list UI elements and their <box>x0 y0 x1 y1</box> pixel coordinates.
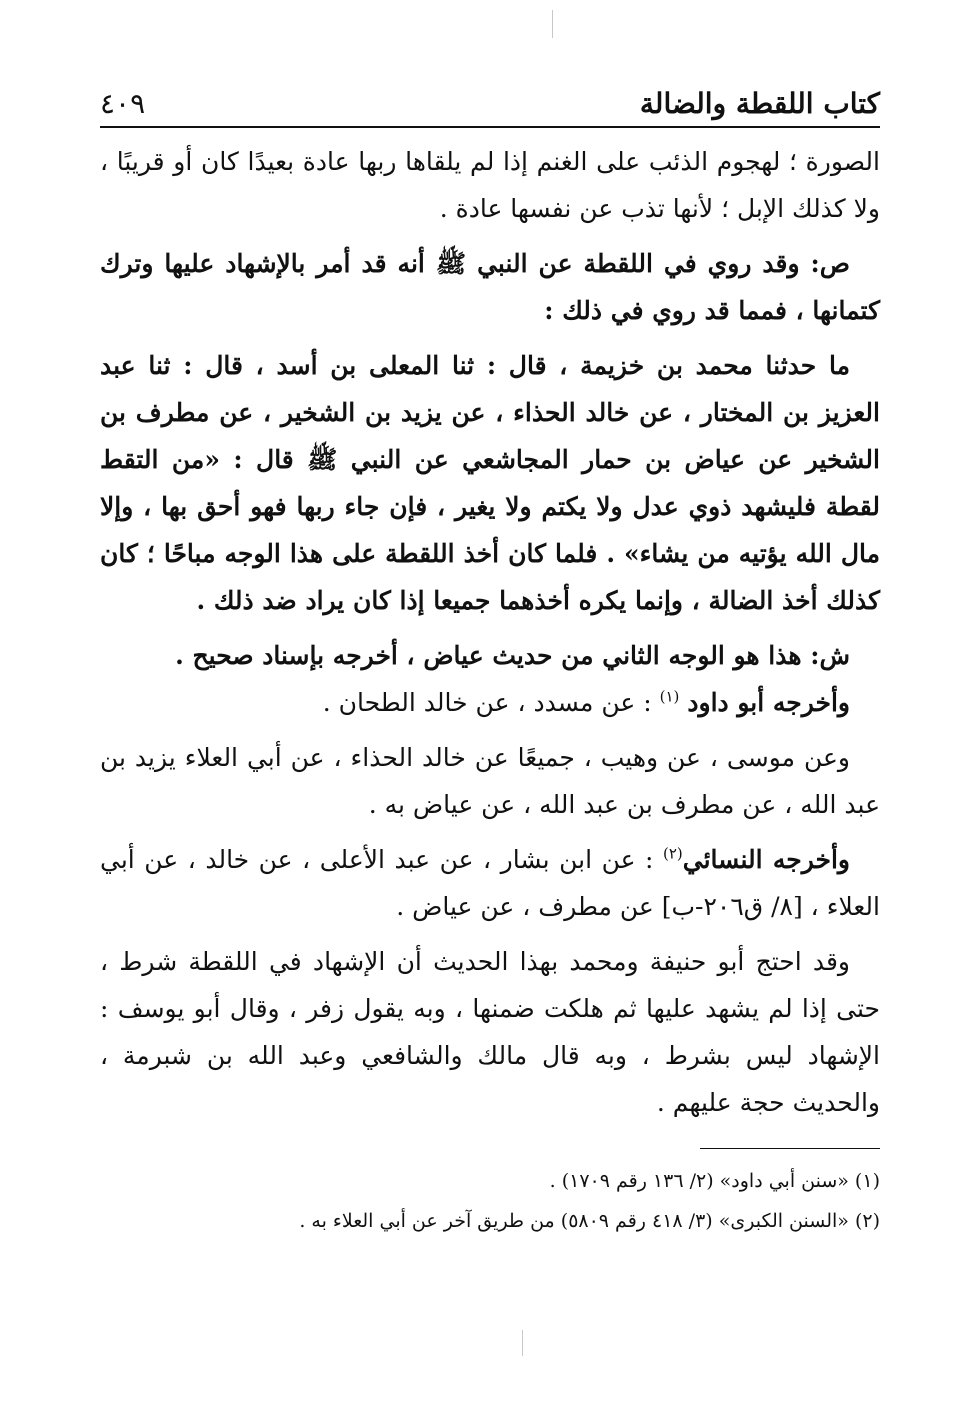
narrator-label: وأخرجه النسائي <box>682 845 850 874</box>
footnote-ref: (٢) <box>662 844 683 863</box>
footnote-2: (٢) «السنن الكبرى» (٣/ ٤١٨ رقم ٥٨٠٩) من طريق آخر عن أبي العلاء به . <box>299 1210 880 1232</box>
paragraph-fiqh: وقد احتج أبو حنيفة ومحمد بهذا الحديث أن الإشهاد في اللقطة شرط ، حتى إذا لم يشهد عليها ثم هلكت ضمنها ، وبه يقول زفر ، وقال أبو يوسف : الإشهاد ليس بشرط ، وبه قال مالك والشافعي وعبد الله بن شبرمة ، والحديث حجة عليهم . <box>100 947 880 1117</box>
chain-text: : عن مسدد ، عن خالد الطحان . <box>322 688 660 717</box>
page-number: ٤٠٩ <box>100 87 146 120</box>
narrator-label: وأخرجه أبو داود <box>687 688 850 717</box>
footnote-1: (١) «سنن أبي داود» (٢/ ١٣٦ رقم ١٧٠٩) . <box>549 1170 880 1192</box>
chain-text: : عن ابن بشار ، عن عبد الأعلى ، عن خالد ، عن أبي العلاء ، [٨/ ق٢٠٦-ب] عن مطرف ، عن عياض . <box>100 845 880 921</box>
paragraph-matn-intro: ص: وقد روي في اللقطة عن النبي ﷺ أنه قد أمر بالإشهاد عليها وترك كتمانها ، فمما قد روي في ذلك : <box>100 249 880 325</box>
paragraph-nasai <box>100 836 880 930</box>
footnote-separator <box>700 1148 880 1149</box>
paragraph-chain: وعن موسى ، عن وهيب ، جميعًا عن خالد الحذاء ، عن أبي العلاء يزيد بن عبد الله ، عن مطرف بن عبد الله ، عن عياض به . <box>100 743 880 819</box>
scan-mark-bottom <box>522 1330 523 1356</box>
paragraph-hadith: ما حدثنا محمد بن خزيمة ، قال : ثنا المعلى بن أسد ، قال : ثنا عبد العزيز بن المختار ، عن خالد الحذاء ، عن يزيد بن الشخير ، عن مطرف بن الشخير عن عياض بن حمار المجاشعي عن النبي ﷺ قال : «من التقط لقطة فليشهد ذوي عدل ولا يكتم ولا يغير ، فإن جاء ربها فهو أحق بها ، وإلا مال الله يؤتيه من يشاء» . فلما كان أخذ اللقطة على هذا الوجه مباحًا ؛ كان كذلك أخذ الضالة ، وإنما يكره أخذهما جميعا إذا كان يراد ضد ذلك . <box>100 351 880 615</box>
paragraph-continuation: الصورة ؛ لهجوم الذئب على الغنم إذا لم يلقاها ربها عادة بعيدًا كان أو قريبًا ، ولا كذلك الإبل ؛ لأنها تذب عن نفسها عادة . <box>100 147 880 223</box>
running-header <box>100 58 880 128</box>
footnote-ref: (١) <box>659 687 680 706</box>
paragraph-sharh: ش: هذا هو الوجه الثاني من حديث عياض ، أخرجه بإسناد صحيح . <box>175 641 850 670</box>
chapter-title: كتاب اللقطة والضالة <box>639 87 880 120</box>
paragraph-abu-dawud <box>100 679 880 726</box>
scan-mark-top <box>552 10 553 38</box>
book-page <box>100 58 880 1241</box>
